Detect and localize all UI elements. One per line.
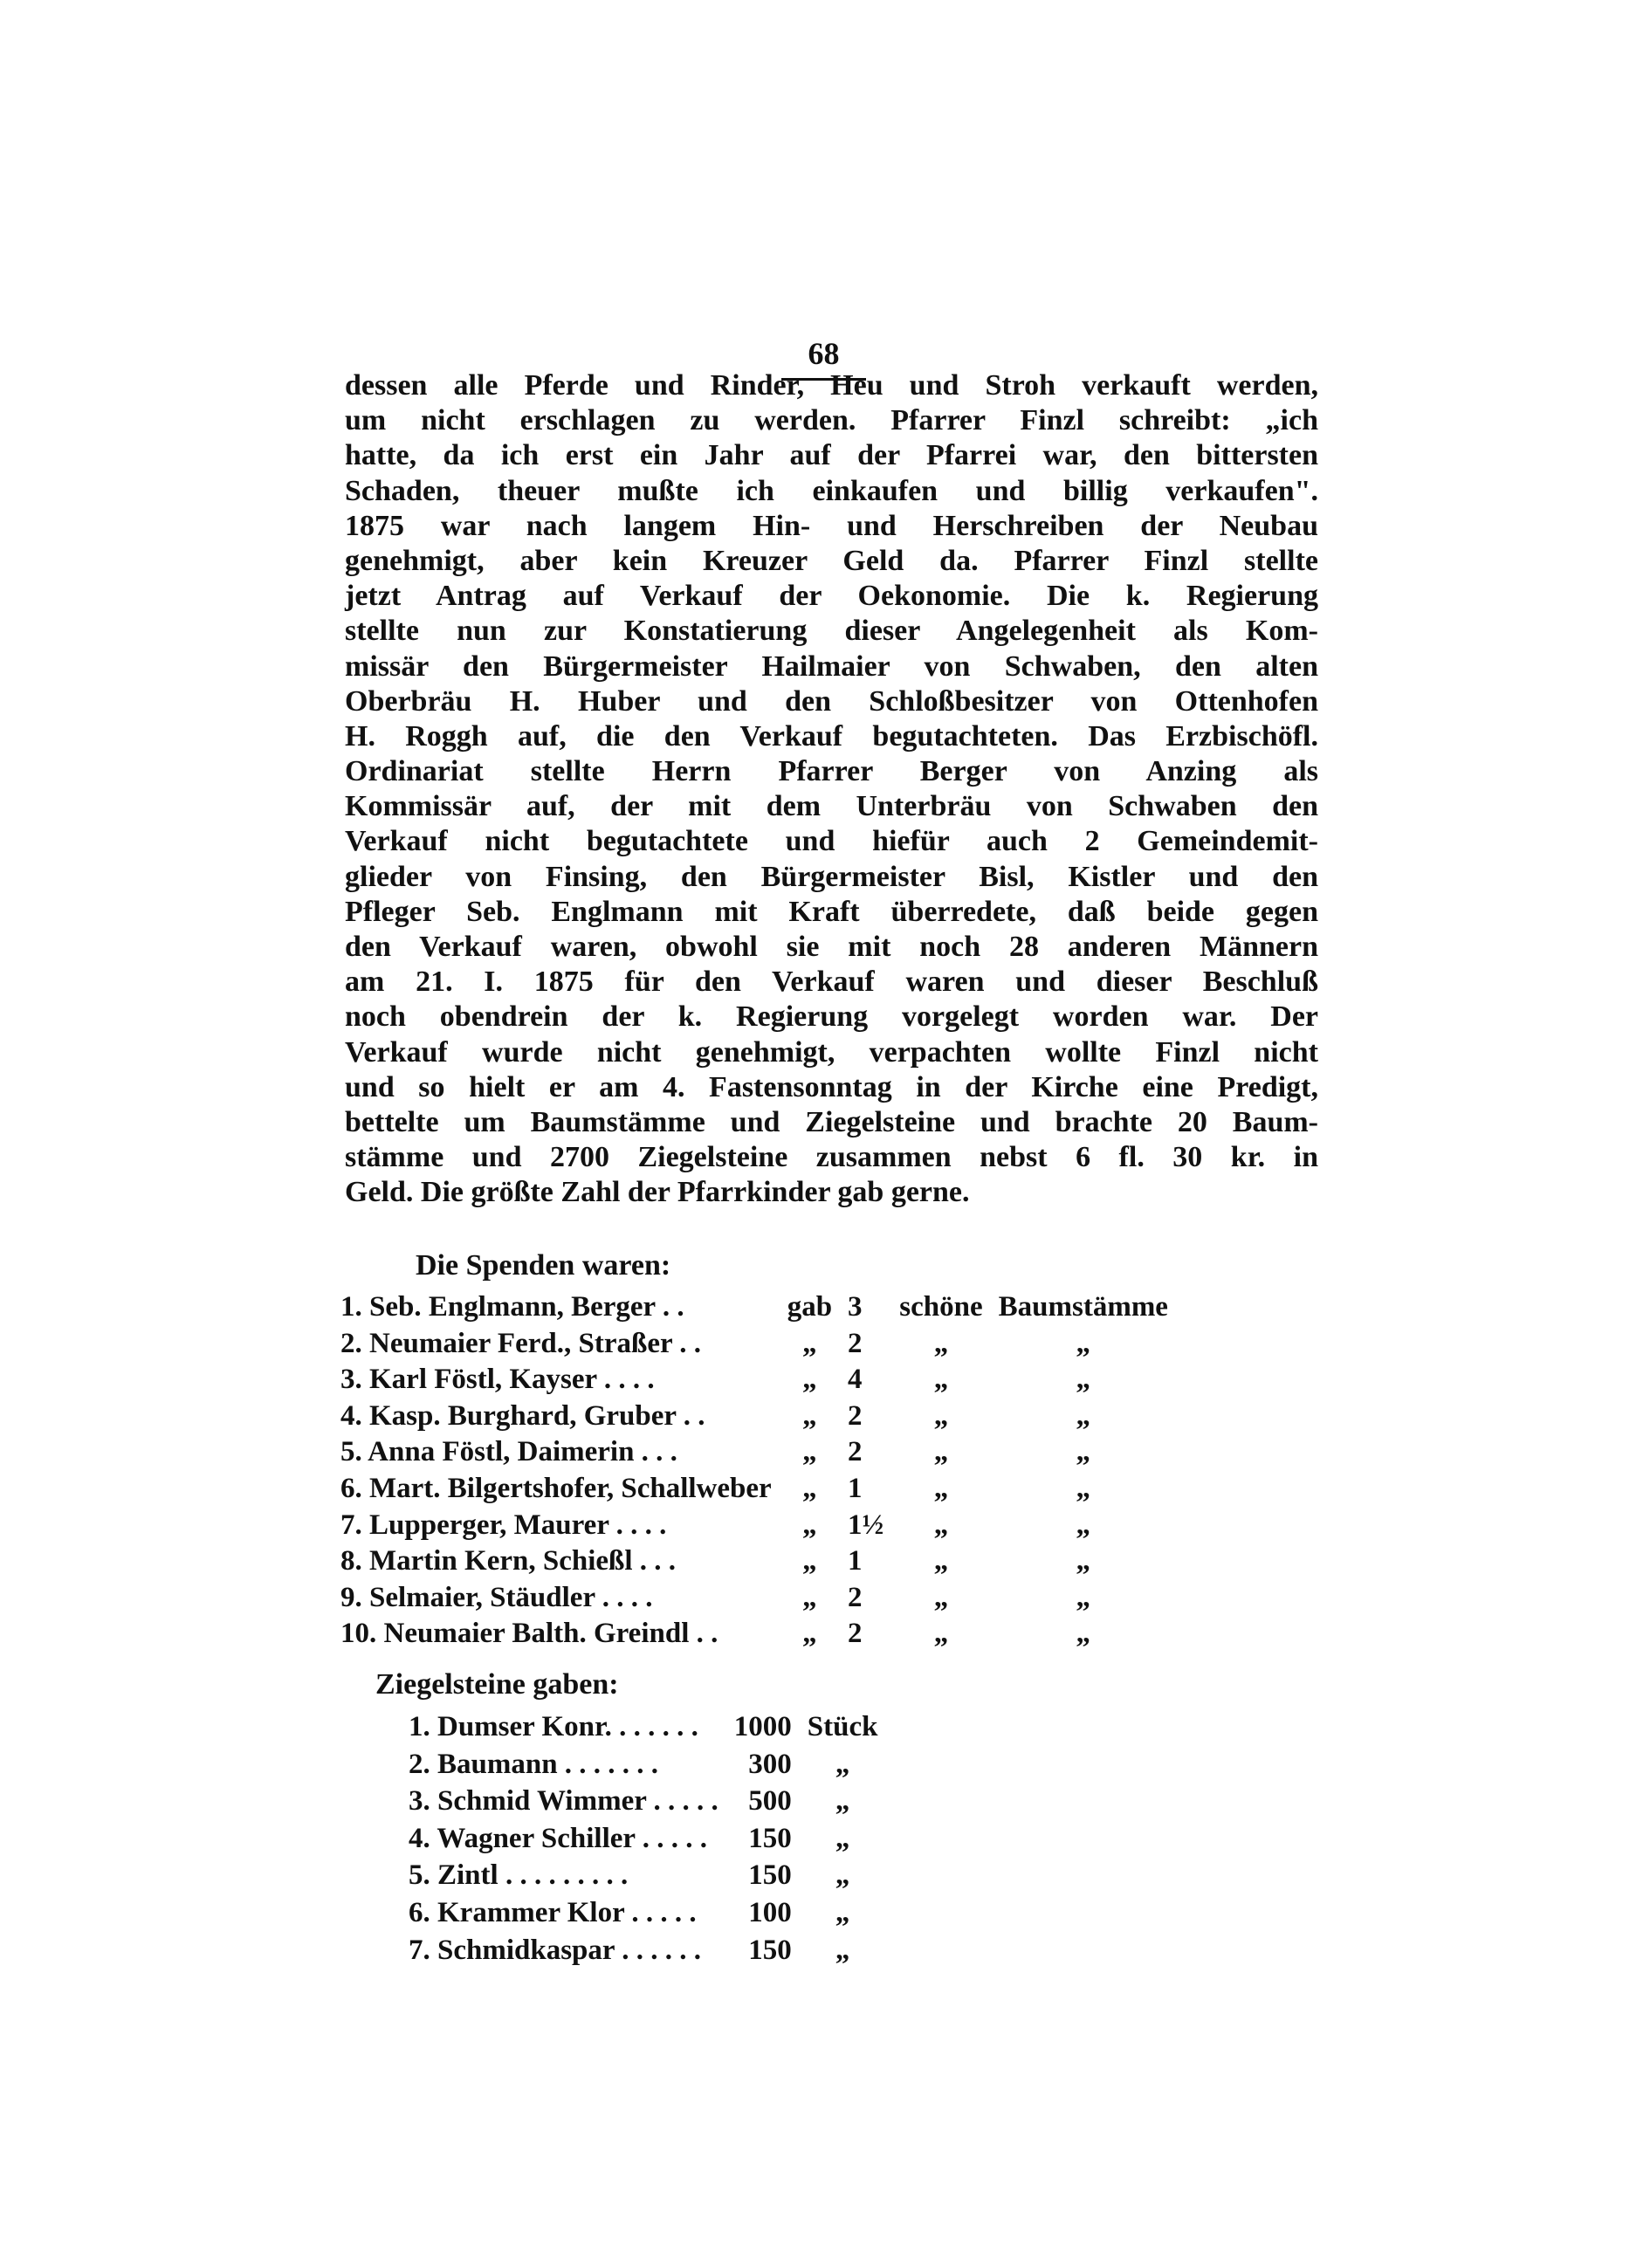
tree-count: 3 xyxy=(848,1291,863,1323)
unit-noun: „ xyxy=(1076,1472,1091,1504)
paragraph-line: Ordinariat stellte Herrn Pfarrer Berger von Anzing als xyxy=(345,755,1318,788)
unit-noun: „ xyxy=(1076,1545,1091,1577)
tree-count: 1 xyxy=(848,1545,863,1577)
donor-name: 6. Mart. Bilgertshofer, Schallweber xyxy=(340,1472,772,1504)
paragraph-line: Schaden, theuer mußte ich einkaufen und billig verkaufen". xyxy=(345,474,1318,507)
unit-adjective: „ xyxy=(933,1545,949,1577)
unit-noun: „ xyxy=(1076,1436,1091,1468)
donor-name: 4. Wagner Schiller . . . . . xyxy=(409,1822,707,1854)
paragraph-line: genehmigt, aber kein Kreuzer Geld da. Pfarrer Finzl stellte xyxy=(345,544,1318,577)
paragraph-line: Verkauf nicht begutachtete und hiefür auch 2 Gemeindemit- xyxy=(345,825,1318,858)
brick-count: 500 xyxy=(748,1785,792,1818)
donor-name: 2. Baumann . . . . . . . xyxy=(409,1748,659,1780)
unit-noun: „ xyxy=(1076,1364,1091,1396)
unit-adjective: „ xyxy=(933,1618,949,1650)
gab-label: „ xyxy=(802,1327,817,1359)
paragraph-line: jetzt Antrag auf Verkauf der Oekonomie. Die k. Regierung xyxy=(345,580,1318,613)
gab-label: „ xyxy=(802,1545,817,1577)
brick-unit: Stück xyxy=(807,1711,878,1742)
ziegel-heading: Ziegelsteine gaben: xyxy=(375,1668,619,1701)
donor-name: 3. Schmid Wimmer . . . . . xyxy=(409,1785,718,1818)
donor-name: 6. Krammer Klor . . . . . xyxy=(409,1896,697,1928)
unit-noun: „ xyxy=(1076,1509,1091,1541)
paragraph-line: und so hielt er am 4. Fastensonntag in der Kirche eine Predigt, xyxy=(345,1070,1318,1103)
tree-count: 2 xyxy=(848,1399,863,1432)
tree-count: 2 xyxy=(848,1581,863,1613)
brick-count: 150 xyxy=(748,1934,792,1966)
unit-adjective: schöne xyxy=(899,1291,983,1323)
tree-count: 1½ xyxy=(848,1509,884,1541)
unit-adjective: „ xyxy=(933,1581,949,1613)
brick-unit: „ xyxy=(835,1822,850,1854)
paragraph-line: Verkauf wurde nicht genehmigt, verpachten wollte Finzl nicht xyxy=(345,1035,1318,1069)
brick-unit: „ xyxy=(835,1859,850,1892)
donor-name: 5. Anna Föstl, Daimerin . . . xyxy=(340,1436,677,1468)
tree-count: 1 xyxy=(848,1472,863,1504)
donor-name: 2. Neumaier Ferd., Straßer . . xyxy=(340,1327,702,1359)
unit-adjective: „ xyxy=(933,1436,949,1468)
donor-name: 7. Lupperger, Maurer . . . . xyxy=(340,1509,667,1541)
brick-count: 1000 xyxy=(733,1711,792,1742)
brick-count: 100 xyxy=(748,1896,792,1928)
unit-adjective: „ xyxy=(933,1509,949,1541)
donor-name: 1. Dumser Konr. . . . . . . xyxy=(409,1711,698,1742)
paragraph-line: Oberbräu H. Huber und den Schloßbesitzer von Ottenhofen xyxy=(345,684,1318,718)
tree-count: 2 xyxy=(848,1436,863,1468)
paragraph-line: missär den Bürgermeister Hailmaier von Schwaben, den alten xyxy=(345,649,1318,683)
gab-label: „ xyxy=(802,1509,817,1541)
brick-unit: „ xyxy=(835,1896,850,1928)
paragraph-line: bettelte um Baumstämme und Ziegelsteine und brachte 20 Baum- xyxy=(345,1105,1318,1138)
paragraph-line: stämme und 2700 Ziegelsteine zusammen nebst 6 fl. 30 kr. in xyxy=(345,1141,1318,1174)
gab-label: „ xyxy=(802,1472,817,1504)
paragraph-line: dessen alle Pferde und Rinder, Heu und Stroh verkauft werden, xyxy=(345,369,1318,402)
brick-unit: „ xyxy=(835,1785,850,1818)
body-paragraph xyxy=(345,368,1318,1211)
page-number: 68 xyxy=(808,336,840,371)
paragraph-line: 1875 war nach langem Hin- und Herschreiben der Neubau xyxy=(345,509,1318,542)
spenden-heading: Die Spenden waren: xyxy=(416,1249,671,1282)
tree-count: 4 xyxy=(848,1364,863,1396)
paragraph-line: Geld. Die größte Zahl der Pfarrkinder gab gerne. xyxy=(345,1176,970,1209)
donor-name: 10. Neumaier Balth. Greindl . . xyxy=(340,1618,718,1650)
spenden-list xyxy=(340,1289,1168,1653)
unit-adjective: „ xyxy=(933,1327,949,1359)
paragraph-line: Pfleger Seb. Englmann mit Kraft überredete, daß beide gegen xyxy=(345,895,1318,928)
tree-count: 2 xyxy=(848,1618,863,1650)
donor-name: 5. Zintl . . . . . . . . . xyxy=(409,1859,629,1892)
unit-noun: Baumstämme xyxy=(998,1291,1168,1323)
paragraph-line: um nicht erschlagen zu werden. Pfarrer Finzl schreibt: „ich xyxy=(345,404,1318,437)
paragraph-line: glieder von Finsing, den Bürgermeister Bisl, Kistler und den xyxy=(345,860,1318,893)
unit-adjective: „ xyxy=(933,1364,949,1396)
donor-name: 3. Karl Föstl, Kayser . . . . xyxy=(340,1364,655,1396)
paragraph-line: den Verkauf waren, obwohl sie mit noch 28 anderen Männern xyxy=(345,931,1318,963)
brick-unit: „ xyxy=(835,1748,850,1780)
ziegel-list xyxy=(409,1708,877,1969)
donor-name: 9. Selmaier, Stäudler . . . . xyxy=(340,1581,653,1613)
brick-count: 150 xyxy=(748,1859,792,1892)
donor-name: 7. Schmidkaspar . . . . . . xyxy=(409,1934,701,1966)
brick-count: 300 xyxy=(748,1748,792,1780)
paragraph-line: stellte nun zur Konstatierung dieser Angelegenheit als Kom- xyxy=(345,615,1318,648)
paragraph-line: am 21. I. 1875 für den Verkauf waren und dieser Beschluß xyxy=(345,966,1318,999)
paragraph-line: Kommissär auf, der mit dem Unterbräu von Schwaben den xyxy=(345,790,1318,823)
gab-label: „ xyxy=(802,1618,817,1650)
unit-noun: „ xyxy=(1076,1581,1091,1613)
gab-label: „ xyxy=(802,1581,817,1613)
donor-name: 4. Kasp. Burghard, Gruber . . xyxy=(340,1399,705,1432)
unit-noun: „ xyxy=(1076,1618,1091,1650)
unit-noun: „ xyxy=(1076,1327,1091,1359)
unit-adjective: „ xyxy=(933,1472,949,1504)
gab-label: „ xyxy=(802,1399,817,1432)
donor-name: 1. Seb. Englmann, Berger . . xyxy=(340,1291,684,1323)
gab-label: „ xyxy=(802,1364,817,1396)
brick-unit: „ xyxy=(835,1934,850,1966)
donor-name: 8. Martin Kern, Schießl . . . xyxy=(340,1545,677,1577)
gab-label: „ xyxy=(802,1436,817,1468)
unit-adjective: „ xyxy=(933,1399,949,1432)
paragraph-line: noch obendrein der k. Regierung vorgelegt worden war. Der xyxy=(345,1000,1318,1034)
tree-count: 2 xyxy=(848,1327,863,1359)
paragraph-line: hatte, da ich erst ein Jahr auf der Pfarrei war, den bittersten xyxy=(345,439,1318,472)
unit-noun: „ xyxy=(1076,1399,1091,1432)
gab-label: gab xyxy=(787,1291,833,1323)
paragraph-line: H. Roggh auf, die den Verkauf begutachteten. Das Erzbischöfl. xyxy=(345,719,1318,753)
brick-count: 150 xyxy=(748,1822,792,1854)
